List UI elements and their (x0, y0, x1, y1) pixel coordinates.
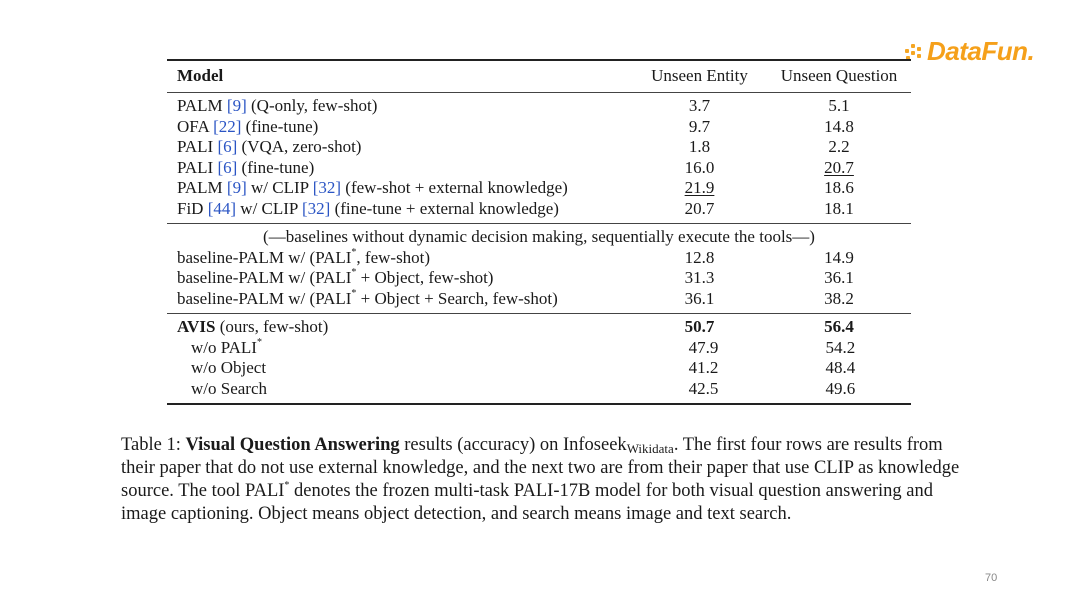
table-header (167, 61, 911, 92)
results-table (167, 59, 911, 405)
second-best-value: 20.7 (824, 157, 854, 177)
citation-link[interactable]: [9] (226, 178, 247, 197)
group-baselines (167, 227, 911, 309)
table-row: FiD [44] w/ CLIP [32] (fine-tune + external knowledge) 20.7 18.1 (177, 198, 854, 218)
table-row: w/o Search 42.5 49.6 (191, 378, 856, 398)
page-number: 70 (985, 572, 998, 584)
table-row: AVIS (ours, few-shot) 50.7 56.4 (167, 317, 911, 338)
header-unseen-entity: Unseen Entity (651, 66, 748, 86)
citation-link[interactable]: [22] (213, 116, 242, 136)
table-row: w/o Object 41.2 48.4 (191, 358, 856, 377)
header-unseen-question: Unseen Question (780, 66, 898, 86)
best-value: 50.7 (684, 317, 715, 336)
table-row: PALI [6] (fine-tune) 16.0 20.7 (177, 157, 854, 177)
table-row: PALM [9] w/ CLIP [32] (few-shot + external knowledge) 21.9 18.6 (177, 178, 854, 197)
citation-link[interactable]: [32] (312, 178, 342, 197)
table-caption: Table 1: Visual Question Answering results (accuracy) on InfoseekWikidata. The first four rows are results from their paper that do not use external knowledge, and the next two are from their paper that use CLIP as knowledge source. The tool PALI* denotes the frozen multi-task PALI-17B model for both visual question answering and image captioning. Object means object detection, and search means image and text search. (121, 435, 960, 524)
caption-title: Visual Question Answering (185, 435, 400, 455)
table-row: PALI [6] (VQA, zero-shot) 1.8 2.2 (177, 137, 850, 156)
citation-link[interactable]: [32] (302, 198, 331, 218)
group-note-row (167, 227, 911, 248)
citation-link[interactable]: [6] (217, 137, 238, 156)
second-best-value: 21.9 (684, 178, 715, 197)
logo-text: DataFun. (927, 36, 1035, 66)
header-model: Model (177, 66, 224, 86)
table-row: OFA [22] (fine-tune) 9.7 14.8 (177, 116, 854, 136)
citation-link[interactable]: [44] (207, 198, 237, 218)
table-row: baseline-PALM w/ (PALI* + Object, few-shot) 31.3 36.1 (177, 267, 854, 287)
table-row: baseline-PALM w/ (PALI*, few-shot) 12.8 14.9 (177, 246, 854, 267)
caption-label: Table 1: (121, 435, 181, 455)
group-note: (—baselines without dynamic decision making, sequentially execute the tools—) (263, 227, 815, 246)
table-row: PALM [9] (Q-only, few-shot) 3.7 5.1 (177, 96, 850, 115)
table-row: w/o PALI* 47.9 54.2 (191, 336, 856, 357)
group-avis (167, 317, 911, 399)
avis-name: AVIS (177, 317, 216, 336)
datafun-logo (903, 36, 1034, 67)
best-value: 56.4 (824, 317, 854, 336)
citation-link[interactable]: [6] (217, 157, 238, 177)
citation-link[interactable]: [9] (226, 96, 247, 115)
table-row: baseline-PALM w/ (PALI* + Object + Search, few-shot) 36.1 38.2 (177, 287, 854, 308)
group-prior-work (167, 96, 911, 219)
bottom-rule (167, 403, 911, 405)
